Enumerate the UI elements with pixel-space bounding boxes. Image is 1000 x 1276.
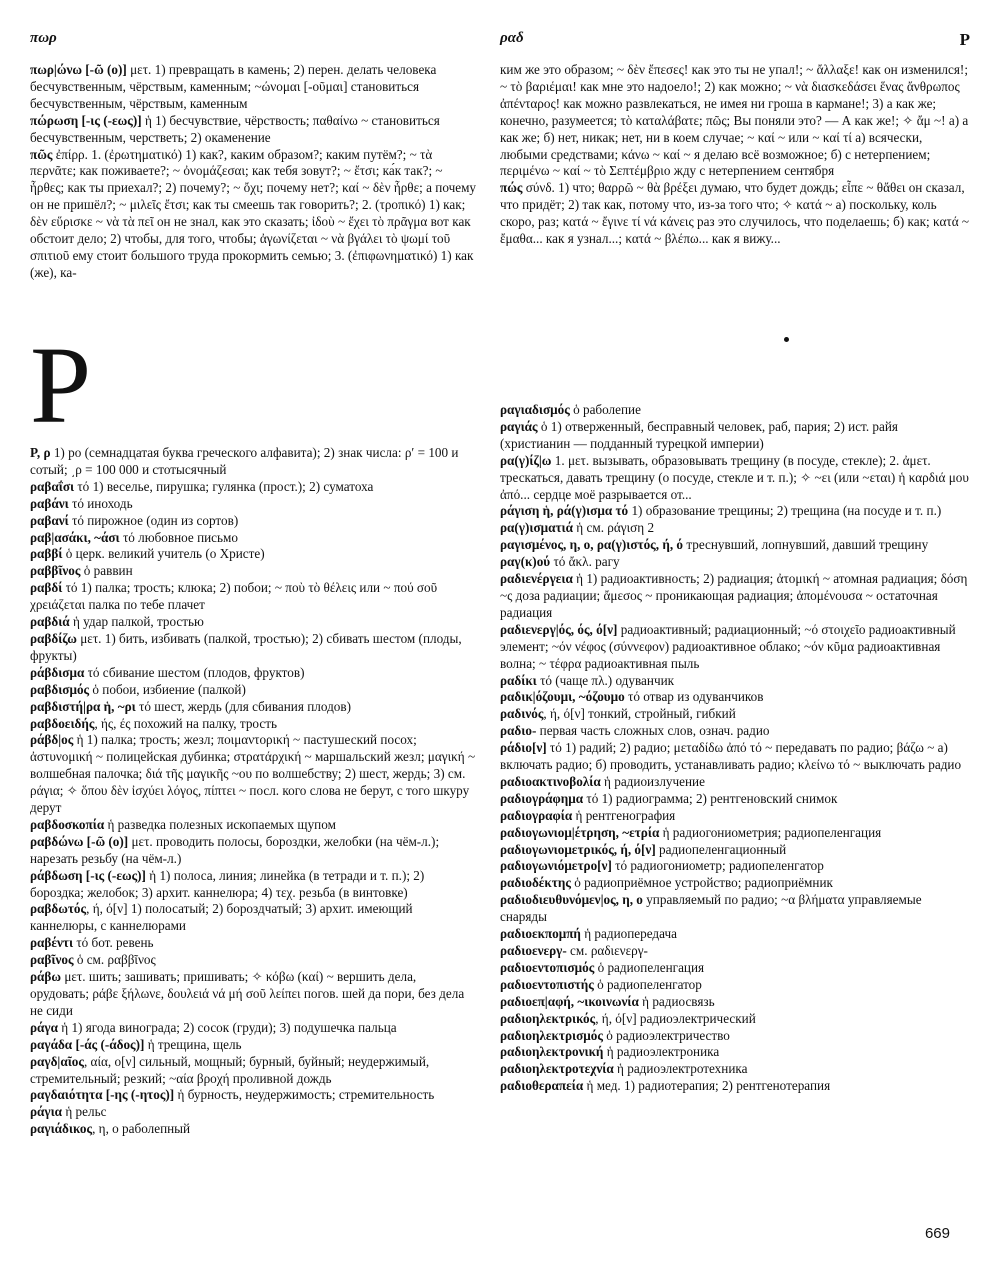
entry-definition: τό шест, жердь (для сбивания плодов) [135, 698, 352, 714]
dictionary-entry [500, 1028, 970, 1045]
entry-headword: ραβδισμός [30, 681, 90, 697]
dictionary-entry [500, 554, 970, 571]
entry-headword: ραδιοηλεκτρονική [500, 1044, 604, 1060]
dictionary-entry [500, 875, 970, 892]
dictionary-entry [30, 445, 478, 479]
dictionary-entry [30, 665, 478, 682]
dictionary-entry [500, 571, 970, 622]
dictionary-entry [500, 419, 970, 453]
entry-definition: ἡ удар палкой, тростью [69, 614, 204, 630]
entry-definition: ἡ радиоэлектроника [603, 1044, 720, 1060]
entry-definition: τό ἄκλ. рагу [550, 554, 620, 570]
entry-headword: ράβω [30, 969, 62, 985]
entry-definition: ким же это образом; ~ δὲν ἔπεσες! как это ты не упал!; ~ ἄλλαξε! как он изменился!; ~ τὸ βαριέμαι! как мне это надоело!; 2) как можно; ~ νὰ διασκεδάσει ἕνας ἄνθρωπος ἀπένταρος! как можно развлекаться, не имея ни гроша в кармане!; 3) а как же; конечно, разумеется; τὸ καταλάβατε; πῶς; Вы поняли это? — А как же!; ✧ ἄμ ~! а) а как же; б) нет, никак; нет, ни в коем случае; ~ καί ~ или ~ καί τί а) всячески, любыми средствами; κάνω ~ καί ~ я делаю всё возможное; б) с нетерпением; περιμένω ~ καί ~ τὸ Σεπτέμβριο жду с нетерпением сентября [500, 62, 969, 179]
entry-headword: ράγια [30, 1104, 63, 1120]
entry-headword: ράγιση ἡ, ρά(γ)ισμα τό [500, 503, 629, 519]
dictionary-entry [500, 537, 970, 554]
entry-headword: ραδιογωνιομετρικός, ή, ό[ν] [500, 841, 656, 857]
dictionary-entry [30, 614, 478, 631]
entry-headword: ραδιενεργ|ός, ός, ό[ν] [500, 621, 618, 637]
column-bottom-left [30, 445, 478, 1138]
entry-definition: τό бот. ревень [73, 935, 154, 951]
dictionary-entry [500, 503, 970, 520]
entry-definition: ἡ 1) бесчувствие, чёрствость; παθαίνω ~ становиться бесчувственным, черстветь; 2) окаменение [30, 112, 440, 145]
entry-headword: ραγιάς [500, 418, 538, 434]
dictionary-entry [500, 994, 970, 1011]
dictionary-entry [500, 180, 970, 248]
entry-definition: радиопеленгационный [655, 841, 787, 857]
dictionary-entry [500, 520, 970, 537]
dictionary-entry [30, 834, 478, 868]
entry-definition: ὁ 1) отверженный, бесправный человек, раб, пария; 2) ист. райя (христианин — подданный турецкой империи) [500, 418, 898, 451]
entry-headword: ραδιοεντοπισμός [500, 959, 595, 975]
entry-headword: ραδιογραφία [500, 807, 573, 823]
section-initial-letter: Ρ [30, 324, 92, 446]
entry-headword: ραγισμένος, η, ο, ρα(γ)ιστός, ή, ό [500, 537, 684, 553]
entry-definition: τό любовное письмо [119, 529, 238, 545]
entry-definition: τό (чаще πλ.) одуванчик [536, 672, 675, 688]
entry-definition: ἡ 1) палка; трость; жезл; ποιμαντορική ~ пастушеский посох; ἀστυνομική ~ полицейская дубинка; στρατάρχική ~ маршальский жезл; μαγική ~ волшебная палочка; διά τῆς μαγικῆς ~ου по волшебству; 2) шест, жердь; 3) см. ράγια; ✧ ὅπου δὲν ἰσχύει λόγος, πίπτει ~ посл. кого слова не берут, с того шкуру дерут [30, 732, 476, 816]
entry-definition: μετ. проводить полосы, бороздки, желобки (на чём-л.); нарезать резьбу (на чём-л.) [30, 833, 440, 866]
dictionary-entry [30, 952, 478, 969]
entry-headword: ραδιο- [500, 723, 537, 739]
dictionary-entry [30, 1087, 478, 1104]
entry-headword: ρα(γ)ισματιά [500, 520, 573, 536]
entry-headword: ραβδωτός [30, 901, 87, 917]
dictionary-entry [30, 901, 478, 935]
entry-headword: ραβδοσκοπία [30, 816, 105, 832]
entry-definition: треснувший, лопнувший, давший трещину [683, 537, 929, 553]
dictionary-entry [30, 935, 478, 952]
entry-headword: πωρ|ώνω [-ῶ (ο)] [30, 62, 127, 77]
entry-headword: ραβαΐσι [30, 478, 75, 494]
entry-definition: σύνδ. 1) что; θαρρῶ ~ θὰ βρέξει думаю, что будет дождь; εἶπε ~ θἄθει он сказал, что придёт; 2) так как, потому что, из-за того что; ✧ κατά ~ а) поскольку, коль скоро, раз; κατά ~ ἔγινε τί νά κάνεις раз это случилось, что поделаешь; б) как; κατά ~ ἔμαθα... как я узнал...; κατά ~ βλέπω... как я вижу... [500, 180, 970, 247]
dictionary-entry [30, 1104, 478, 1121]
column-bottom-right [500, 402, 970, 1095]
entry-definition: ὁ радиоэлектричество [602, 1027, 730, 1043]
dictionary-entry [30, 62, 478, 113]
decorative-dot [784, 337, 789, 342]
entry-definition: ἡ радиоэлектротехника [613, 1061, 748, 1077]
dictionary-entry [500, 1061, 970, 1078]
entry-headword: ραδινός [500, 706, 544, 722]
entry-headword: ραδιογωνιόμετρο[ν] [500, 858, 612, 874]
entry-definition: , ή, ό[ν] радиоэлектрический [595, 1010, 756, 1026]
entry-definition: μετ. 1) превращать в камень; 2) перен. делать человека бесчувственным, чёрствым, каменным; ~ώνομαι [-οῦμαι] становиться бесчувственным, чёрствым, каменным [30, 62, 437, 111]
entry-definition: ἡ разведка полезных ископаемых щупом [104, 816, 336, 832]
entry-definition: , ής, ές похожий на палку, трость [94, 715, 277, 731]
entry-definition: ἡ радиогониометрия; радиопеленгация [659, 824, 882, 840]
dictionary-entry [500, 402, 970, 419]
entry-definition: ἡ 1) полоса, линия; линейка (в тетради и т. п.); 2) бороздка; желобок; 3) архит. каннелюра; 4) τεχ. резьба (в винтовке) [30, 867, 425, 900]
dictionary-entry [30, 479, 478, 496]
entry-headword: ράγα [30, 1019, 58, 1035]
entry-headword: ραβανί [30, 512, 69, 528]
entry-definition: μετ. шить; зашивать; пришивать; ✧ κόβω (καί) ~ вершить дела, орудовать; ράβε ξήλωνε, δουλειά νά μή σοῦ λείπει погов. шей да пори, без дела не сиди [30, 969, 465, 1018]
column-top-left [30, 62, 478, 282]
entry-headword: ράδιο[ν] [500, 740, 547, 756]
entry-headword: ραδιοθεραπεία [500, 1078, 584, 1094]
entry-headword: ραγιαδισμός [500, 402, 570, 417]
dictionary-entry [500, 622, 970, 673]
dictionary-entry [500, 673, 970, 690]
entry-definition: ὁ см. ραββῖνος [73, 952, 156, 968]
entry-headword: πώς [500, 180, 523, 196]
entry-headword: ραγδαιότητα [-ης (-ητος)] [30, 1087, 175, 1103]
dictionary-entry [500, 774, 970, 791]
entry-definition: ἡ 1) ягода винограда; 2) сосок (груди); 3) подушечка пальца [57, 1019, 397, 1035]
entry-headword: ραβδιά [30, 614, 70, 630]
entry-definition: μετ. 1) бить, избивать (палкой, тростью); 2) сбивать шестом (плоды, фрукты) [30, 630, 462, 663]
entry-definition: ἡ радиосвязь [638, 993, 715, 1009]
dictionary-entry [500, 977, 970, 994]
entry-definition: ἡ радиопередача [580, 926, 677, 942]
dictionary-entry [500, 1011, 970, 1028]
entry-headword: ραβάνι [30, 495, 69, 511]
entry-headword: ραδιοδέκτης [500, 875, 571, 891]
dictionary-entry [30, 817, 478, 834]
entry-headword: ραβδώνω [-ῶ (ο)] [30, 833, 129, 849]
entry-definition: ὁ радиопеленгатор [593, 976, 702, 992]
entry-headword: ραδιοηλεκτρικός [500, 1010, 596, 1026]
dictionary-entry [500, 825, 970, 842]
dictionary-entry [500, 1044, 970, 1061]
entry-headword: ραδιοεντοπιστής [500, 976, 594, 992]
entry-headword: ρα(γ)ίζ|ω [500, 452, 552, 468]
entry-headword: ράβδισμα [30, 664, 85, 680]
entry-headword: ραδιοενεργ- [500, 943, 567, 958]
entry-definition: радиоактивный; радиационный; ~ό στοιχεῖο радиоактивный элемент; ~όν νέφος (σύννεφον) радиоактивное облако; ~όν κῦμα радиоактивная волна; ~ τέφρα радиоактивная пыль [500, 621, 956, 671]
entry-headword: ραδιοηλεκτροτεχνία [500, 1061, 614, 1077]
entry-definition: ἡ бурность, неудержимость; стремительность [174, 1087, 435, 1103]
entry-definition: управляемый по радио; ~α βλήματα управляемые снаряды [500, 892, 922, 925]
entry-definition: ἡ трещина, щель [144, 1036, 242, 1052]
dictionary-entry [500, 943, 970, 960]
entry-definition: ἡ см. ράγιση 2 [573, 520, 655, 536]
dictionary-entry [500, 689, 970, 706]
dictionary-entry [30, 631, 478, 665]
entry-definition: τό иноходь [68, 495, 133, 511]
entry-definition: ὁ радиопеленгация [594, 959, 705, 975]
entry-headword: ραβδοειδής [30, 715, 95, 731]
entry-definition: ἡ мед. 1) радиотерапия; 2) рентгенотерапия [583, 1078, 831, 1094]
entry-definition: 1) ро (семнадцатая буква греческого алфавита); 2) знак числа: ρ′ = 100 и сотый; ͵ρ = 100 000 и стотысячный [30, 445, 459, 477]
dictionary-entry [30, 716, 478, 733]
dictionary-entry [30, 113, 478, 147]
dictionary-entry [500, 1078, 970, 1095]
entry-definition: см. ραδιενεργ- [566, 943, 648, 958]
dictionary-entry [30, 147, 478, 282]
entry-headword: ραδιοηλεκτρισμός [500, 1027, 603, 1043]
dictionary-entry [30, 732, 478, 817]
entry-headword: ραβδί [30, 580, 63, 596]
dictionary-entry [500, 62, 970, 180]
entry-headword: ραδιογράφημα [500, 790, 584, 806]
entry-headword: ραδιογωνιομ|έτρηση, ~ετρία [500, 824, 660, 840]
dictionary-entry [30, 513, 478, 530]
dictionary-entry [500, 858, 970, 875]
entry-headword: ράβδωση [-ις (-εως)] [30, 867, 146, 883]
dictionary-entry [30, 1037, 478, 1054]
entry-definition: ὁ церк. великий учитель (о Христе) [62, 546, 265, 562]
entry-definition: , αία, ο[ν] сильный, мощный; бурный, буйный; неудержимый, стремительный; резкий; ~αία βροχή проливной дождь [30, 1053, 430, 1086]
entry-definition: 1. μετ. вызывать, образовывать трещину (в посуде, стекле); 2. ἀμετ. трескаться, давать трещину (о посуде, стекле и т. п.); ✧ ~ει (или ~εται) ἡ καρδιά μου ἀπό... сердце моё разрывается от... [500, 452, 969, 502]
dictionary-entry [500, 740, 970, 774]
entry-definition: τό пирожное (один из сортов) [68, 512, 239, 528]
entry-definition: τό 1) палка; трость; клюка; 2) побои; ~ ποὺ τὸ θέλεις или ~ πού σοῦ χρειάζεται палка по тебе плачет [30, 580, 438, 613]
entry-definition: , ή, ό[ν] 1) полосатый; 2) бороздчатый; 3) архит. имеющий каннелюры, с каннелюрами [30, 901, 413, 934]
entry-headword: ραβδίζω [30, 630, 77, 646]
dictionary-entry [30, 496, 478, 513]
entry-definition: τό 1) радиограмма; 2) рентгеновский снимок [583, 790, 838, 806]
entry-headword: ραγιάδικος [30, 1121, 93, 1137]
entry-headword: ραγάδα [-άς (-άδος)] [30, 1036, 145, 1052]
entry-definition: , ή, ό[ν] тонкий, стройный, гибкий [543, 706, 736, 722]
entry-headword: ραδιενέργεια [500, 571, 573, 587]
dictionary-entry [500, 791, 970, 808]
dictionary-entry [30, 530, 478, 547]
entry-definition: ἡ радиоизлучение [600, 773, 705, 789]
entry-headword: ραδικ|όζουμι, ~όζουμο [500, 689, 625, 705]
entry-headword: ραββῖνος [30, 563, 81, 579]
entry-definition: τό радиогониометр; радиопеленгатор [611, 858, 824, 874]
entry-definition: 1) образование трещины; 2) трещина (на посуде и т. п.) [628, 503, 942, 519]
entry-definition: τό 1) радий; 2) радио; μεταδίδω ἀπό τό ~ передавать по радио; βάζω ~ а) включать радио; б) проводить, устанавливать радио; κλείνω τό ~ выключать радио [500, 740, 962, 773]
entry-headword: ραδίκι [500, 672, 537, 688]
dictionary-entry [500, 723, 970, 740]
page-number: 669 [924, 1225, 950, 1242]
entry-headword: ραδιοδιευθυνόμεν|ος, η, ο [500, 892, 643, 908]
entry-headword: ραββί [30, 546, 63, 562]
dictionary-entry [500, 453, 970, 504]
dictionary-entry [30, 682, 478, 699]
dictionary-entry [500, 892, 970, 926]
dictionary-entry [500, 706, 970, 723]
running-head-middle: ραδ [500, 30, 524, 46]
entry-headword: ραδιοεκπομπή [500, 926, 581, 942]
entry-headword: πῶς [30, 146, 53, 162]
dictionary-entry [30, 969, 478, 1020]
entry-definition: , η, ο раболепный [92, 1121, 191, 1137]
running-head-left: πωρ [30, 30, 57, 46]
dictionary-entry [30, 868, 478, 902]
entry-definition: ὁ радиоприёмное устройство; радиоприёмник [570, 875, 833, 891]
entry-headword: ραβδιστή|ρα ἡ, ~ρι [30, 698, 136, 714]
entry-headword: ραδιοακτινοβολία [500, 773, 601, 789]
column-top-right [500, 62, 970, 248]
dictionary-entry [30, 580, 478, 614]
entry-definition: τό сбивание шестом (плодов, фруктов) [84, 664, 305, 680]
dictionary-entry [500, 808, 970, 825]
entry-headword: ραβέντι [30, 935, 74, 951]
entry-headword: ραβῖνος [30, 952, 74, 968]
entry-definition: τό отвар из одуванчиков [624, 689, 764, 705]
dictionary-entry [30, 546, 478, 563]
entry-definition: ὁ раввин [80, 563, 133, 579]
entry-definition: τό 1) веселье, пирушка; гулянка (прост.); 2) суматоха [74, 478, 374, 494]
dictionary-entry [500, 842, 970, 859]
entry-definition: ἡ рентгенография [572, 807, 676, 823]
entry-headword: ραγ(κ)ού [500, 554, 551, 570]
dictionary-entry [30, 699, 478, 716]
dictionary-entry [500, 960, 970, 977]
entry-headword: ραβ|ασάκι, ~άσι [30, 529, 120, 545]
entry-headword: πώρωση [-ις (-εως)] [30, 112, 142, 128]
dictionary-entry [30, 563, 478, 580]
entry-definition: первая часть сложных слов, означ. радио [536, 723, 770, 739]
entry-headword: ραγδ|αῖος [30, 1053, 84, 1069]
entry-definition: ἡ 1) радиоактивность; 2) радиация; ἀτομική ~ атомная радиация; δόση ~ς доза радиации; ἄμεσος ~ проникающая радиация; ἀπομένουσα ~ остаточная радиация [500, 571, 968, 620]
dictionary-entry [500, 926, 970, 943]
entry-definition: ἐπίρρ. 1. (ἐρωτηματικό) 1) как?, каким образом?; каким путём?; ~ τὰ περνᾶτε; как поживаете?; ~ ὀνομάζεσαι; как тебя зовут?; ~ ἔτσι; ка́к так?; ~ ἦρθες; как ты приехал?; 2) почему?; ~ ὄχι; почему нет?; καί ~ δὲν ἦρθε; а почему он не пришёл?; ~ μιλεῖς ἔτσι; как ты смеешь так говорить?; 2. (τροπικό) 1) как; δὲν εὕρισκε ~ νὰ τὰ πεῖ он не знал, как это сказать; ἰδοὺ ~ ἔχει τὸ πρᾶγμα вот как обстоит дело; 2) чтобы, для того, чтобы; ἀγωνίζεται ~ νὰ βγάλει τὸ ψωμί τοῦ σπιτιοῦ ему стоит большого труда прокормить семью; 3. (ἐπιφωνηματικό) 1) как (же), ка- [30, 146, 477, 280]
entry-headword: ραδιοεπ|αφή, ~ικοινωνία [500, 993, 639, 1009]
dictionary-entry [30, 1121, 478, 1138]
entry-definition: ὁ побои, избиение (палкой) [89, 681, 246, 697]
dictionary-entry [30, 1054, 478, 1088]
running-head-section: Ρ [959, 30, 970, 49]
dictionary-entry [30, 1020, 478, 1037]
entry-headword: Ρ, ρ [30, 445, 51, 460]
entry-definition: ὁ раболепие [569, 402, 641, 417]
entry-headword: ράβδ|ος [30, 732, 74, 748]
entry-definition: ἡ рельс [62, 1104, 107, 1120]
